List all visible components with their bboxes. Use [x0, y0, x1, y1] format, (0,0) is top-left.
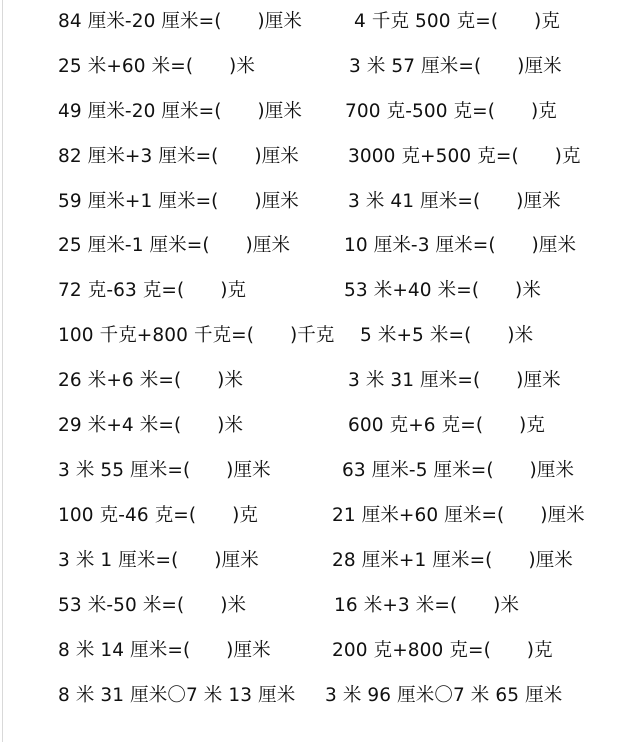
problem-left: 25 厘米-1 厘米=( )厘米: [58, 235, 291, 256]
problem-row: [0, 321, 633, 351]
problem-right: 53 米+40 米=( )米: [344, 280, 541, 301]
problem-row: [0, 636, 633, 666]
problem-left: 8 米 14 厘米=( )厘米: [58, 640, 271, 661]
problem-row: [0, 456, 633, 486]
problem-row: [0, 276, 633, 306]
problem-right: 4 千克 500 克=( )克: [354, 11, 560, 32]
problem-left: 72 克-63 克=( )克: [58, 280, 247, 301]
problem-row: [0, 97, 633, 127]
problem-right: 600 克+6 克=( )克: [348, 415, 545, 436]
problem-left: 100 千克+800 千克=( )千克: [58, 325, 335, 346]
problem-row: [0, 501, 633, 531]
problem-left: 8 米 31 厘米〇7 米 13 厘米: [58, 685, 296, 706]
problem-right: 3 米 31 厘米=( )厘米: [348, 370, 561, 391]
problem-row: [0, 231, 633, 261]
problem-row: [0, 52, 633, 82]
problem-right: 5 米+5 米=( )米: [360, 325, 534, 346]
problem-right: 700 克-500 克=( )克: [345, 101, 557, 122]
problem-right: 3 米 57 厘米=( )厘米: [349, 56, 562, 77]
problem-left: 82 厘米+3 厘米=( )厘米: [58, 146, 299, 167]
problem-left: 49 厘米-20 厘米=( )厘米: [58, 101, 302, 122]
problem-row: [0, 366, 633, 396]
problem-right: 3 米 96 厘米〇7 米 65 厘米: [325, 685, 563, 706]
problem-row: [0, 546, 633, 576]
problem-right: 3000 克+500 克=( )克: [348, 146, 581, 167]
problem-right: 10 厘米-3 厘米=( )厘米: [344, 235, 577, 256]
problem-left: 26 米+6 米=( )米: [58, 370, 244, 391]
problem-right: 16 米+3 米=( )米: [334, 595, 520, 616]
problem-right: 21 厘米+60 厘米=( )厘米: [332, 505, 585, 526]
problem-row: [0, 681, 633, 711]
problem-right: 28 厘米+1 厘米=( )厘米: [332, 550, 573, 571]
problem-right: 3 米 41 厘米=( )厘米: [348, 191, 561, 212]
problem-row: [0, 411, 633, 441]
problem-row: [0, 142, 633, 172]
problem-left: 29 米+4 米=( )米: [58, 415, 244, 436]
problem-right: 200 克+800 克=( )克: [332, 640, 553, 661]
problem-left: 3 米 55 厘米=( )厘米: [58, 460, 271, 481]
problem-left: 53 米-50 米=( )米: [58, 595, 247, 616]
problem-left: 59 厘米+1 厘米=( )厘米: [58, 191, 299, 212]
problem-left: 3 米 1 厘米=( )厘米: [58, 550, 259, 571]
problem-row: [0, 187, 633, 217]
problem-left: 25 米+60 米=( )米: [58, 56, 255, 77]
problem-row: [0, 591, 633, 621]
problem-left: 100 克-46 克=( )克: [58, 505, 259, 526]
problem-left: 84 厘米-20 厘米=( )厘米: [58, 11, 302, 32]
problem-right: 63 厘米-5 厘米=( )厘米: [342, 460, 575, 481]
problem-row: [0, 7, 633, 37]
